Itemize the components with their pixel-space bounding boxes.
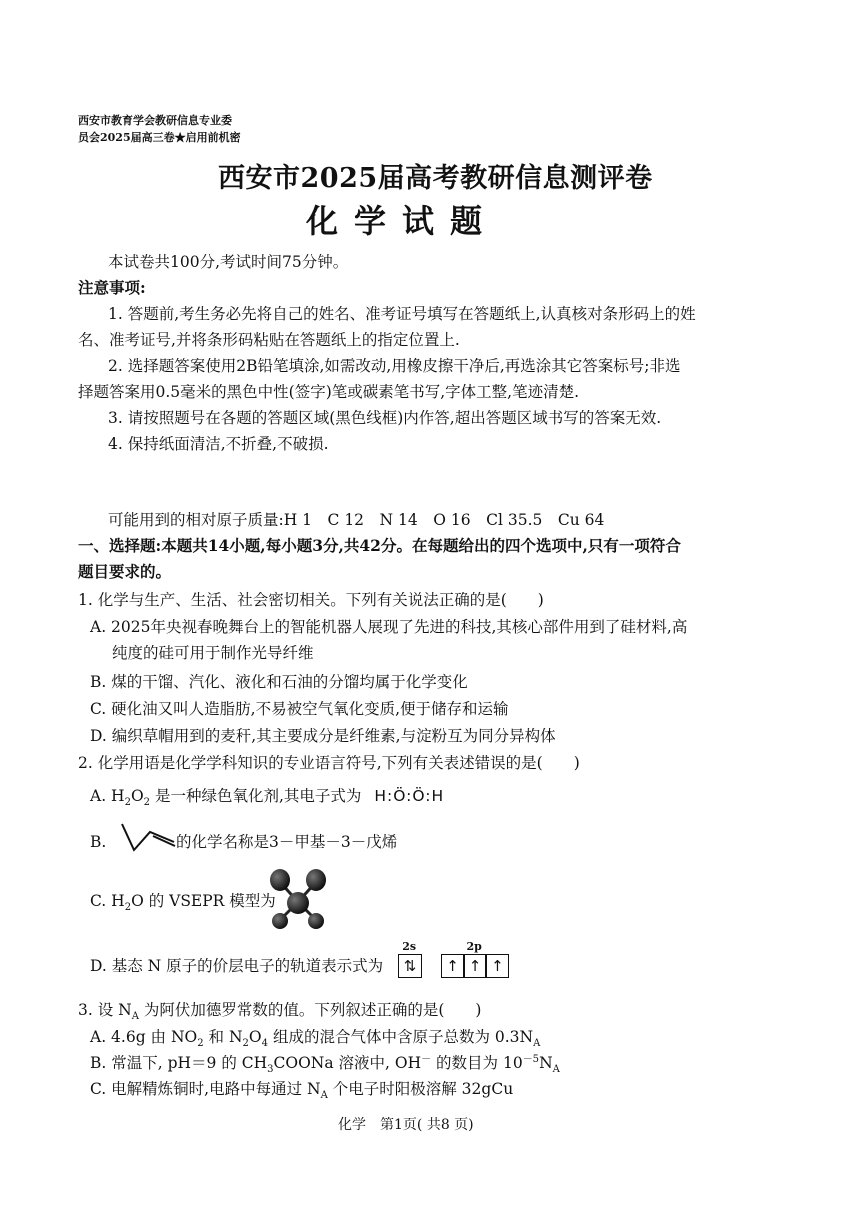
orbital-2p-box-2: ↑ <box>463 954 487 978</box>
q2-option-a: A. $H_2O_2$ 是一种绿色氧化剂,其电子式为 H:Ö:Ö:H <box>90 787 445 809</box>
skeletal-formula-image <box>120 820 178 856</box>
h2o2-electron-formula: H:Ö:Ö:H <box>374 787 445 805</box>
q3-stem: 3. 设 $N_A$ 为阿伏加德罗常数的值。下列叙述正确的是( ) <box>78 1001 482 1023</box>
notice-item-3: 3. 请按照题号在各题的答题区域(黑色线框)内作答,超出答题区域书写的答案无效. <box>108 409 662 427</box>
notice-heading: 注意事项: <box>78 278 146 297</box>
q2-option-d-text: D. 基态 N 原子的价层电子的轨道表示式为 <box>90 957 384 975</box>
notice-item-2b: 择题答案用0.5毫米的黑色中性(签字)笔或碳素笔书写,字体工整,笔迹清楚. <box>78 383 580 401</box>
exam-intro: 本试卷共100分,考试时间75分钟。 <box>108 253 349 271</box>
q1-option-a-2: 纯度的硅可用于制作光导纤维 <box>112 644 314 662</box>
orbital-2s-label: 2s <box>402 940 417 953</box>
orbital-2s <box>398 940 420 978</box>
section-1-line-b: 题目要求的。 <box>78 562 172 581</box>
q3-option-c: C. 电解精炼铜时,电路中每通过 $N_A$ 个电子时阳极溶解 32gCu <box>90 1080 514 1102</box>
n-orbital-diagram <box>398 940 508 978</box>
section-1-line-a: 一、选择题:本题共14小题,每小题3分,共42分。在每题给出的四个选项中,只有一项符合 <box>78 536 681 555</box>
q1-option-a-1: A. 2025年央视春晚舞台上的智能机器人展现了先进的科技,其核心部件用到了硅材料,高 <box>90 618 688 636</box>
q3-option-a: A. 4.6g 由 $NO_2$ 和 $N_2O_4$ 组成的混合气体中含原子总数为 $0.3N_A$ <box>90 1028 541 1050</box>
q2-option-c: C. $H_2O$ 的 VSEPR 模型为 <box>90 892 276 914</box>
q1-stem: 1. 化学与生产、生活、社会密切相关。下列有关说法正确的是( ) <box>78 591 544 609</box>
notice-item-2a: 2. 选择题答案使用2B铅笔填涂,如需改动,用橡皮擦干净后,再选涂其它答案标号;非选 <box>108 357 681 375</box>
exam-title: 西安市2025届高考教研信息测评卷 <box>218 163 653 194</box>
q2-stem: 2. 化学用语是化学学科知识的专业语言符号,下列有关表述错误的是( ) <box>78 754 580 772</box>
q3-option-b: B. 常温下, pH＝9 的 $CH_3COONa$ 溶液中, OH－ 的数目为 $10^{-5}N_A$ <box>90 1053 560 1076</box>
orbital-2p-box-3: ↑ <box>485 954 509 978</box>
orbital-2p-box-1: ↑ <box>441 954 465 978</box>
notice-item-4: 4. 保持纸面清洁,不折叠,不破损. <box>108 435 329 453</box>
q1-option-c: C. 硬化油又叫人造脂肪,不易被空气氧化变质,便于储存和运输 <box>90 700 509 718</box>
q2-option-b-text: 的化学名称是3－甲基－3－戊烯 <box>176 833 398 851</box>
page-footer: 化学 第1页( 共8 页) <box>338 1117 474 1133</box>
q2-option-b-label: B. <box>90 833 107 851</box>
org-line-1: 西安市教育学会教研信息专业委 <box>78 114 232 127</box>
subject-title: 化学试题 <box>306 202 499 240</box>
q1-option-d: D. 编织草帽用到的麦秆,其主要成分是纤维素,与淀粉互为同分异构体 <box>90 727 556 745</box>
atomic-masses: 可能用到的相对原子质量:H 1 C 12 N 14 O 16 Cl 35.5 Cu 64 <box>108 511 605 529</box>
orbital-2p-label: 2p <box>466 940 482 953</box>
notice-item-1a: 1. 答题前,考生务必先将自己的姓名、准考证号填写在答题纸上,认真核对条形码上的姓 <box>108 305 696 323</box>
q1-option-b: B. 煤的干馏、汽化、液化和石油的分馏均属于化学变化 <box>90 673 468 691</box>
notice-item-1b: 名、准考证号,并将条形码粘贴在答题纸上的指定位置上. <box>78 331 460 349</box>
orbital-2p <box>441 940 508 978</box>
org-line-2: 员会2025届高三卷★启用前机密 <box>78 131 241 144</box>
vsepr-model-image <box>266 868 330 932</box>
orbital-2s-box: ⇅ <box>398 954 422 978</box>
